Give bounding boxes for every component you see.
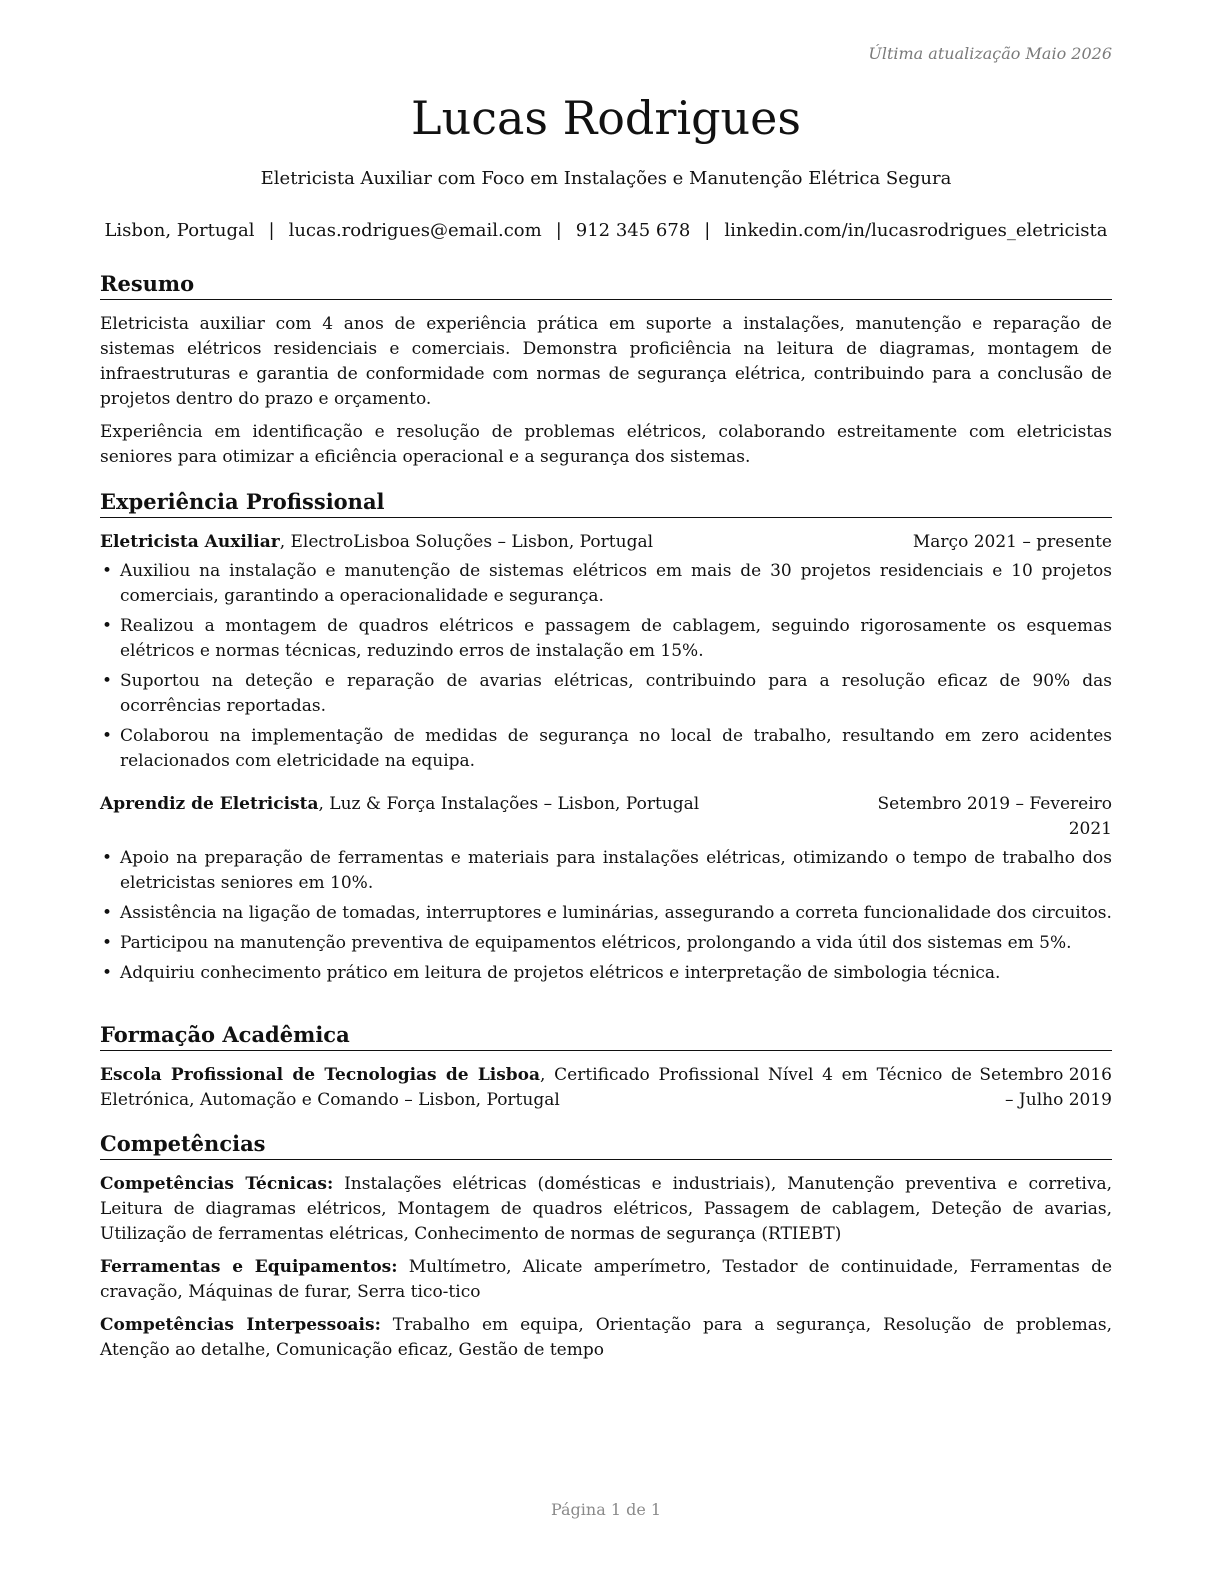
section-heading-education: Formação Acadêmica bbox=[100, 1021, 1112, 1051]
section-heading-experience: Experiência Profissional bbox=[100, 488, 1112, 518]
bullet-icon: • bbox=[102, 671, 113, 691]
section-heading-skills: Competências bbox=[100, 1130, 1112, 1160]
job-company: , ElectroLisboa Soluções – Lisbon, Portugal bbox=[279, 532, 654, 552]
tagline: Eletricista Auxiliar com Foco em Instalações e Manutenção Elétrica Segura bbox=[260, 168, 952, 189]
skill-group-items: Multímetro, Alicate amperímetro, Testador de continuidade, Ferramentas de cravação, Máquinas de furar, Serra tico-tico bbox=[100, 1257, 1113, 1302]
skill-group bbox=[100, 1172, 1112, 1247]
contact-line bbox=[100, 218, 1112, 244]
list-item bbox=[100, 614, 1112, 664]
bullet-text: Assistência na ligação de tomadas, interruptores e luminárias, assegurando a correta funcionalidade dos circuitos. bbox=[120, 903, 1112, 923]
bullet-text: Realizou a montagem de quadros elétricos e passagem de cablagem, seguindo rigorosamente os esquemas elétricos e normas técnicas, reduzindo erros de instalação em 15%. bbox=[120, 616, 1112, 661]
contact-linkedin[interactable]: linkedin.com/in/lucasrodrigues_eletricista bbox=[724, 220, 1108, 241]
bullet-text: Adquiriu conhecimento prático em leitura de projetos elétricos e interpretação de simbologia técnica. bbox=[120, 963, 1001, 983]
contact-separator: | bbox=[555, 220, 562, 241]
bullet-icon: • bbox=[102, 561, 113, 581]
education-detail: , Certificado Profissional Nível 4 em Técnico de Eletrónica, Automação e Comando – Lisbon, Portugal bbox=[100, 1065, 972, 1110]
skill-group-items: Trabalho em equipa, Orientação para a segurança, Resolução de problemas, Atenção ao detalhe, Comunicação eficaz, Gestão de tempo bbox=[100, 1315, 1113, 1360]
skill-group bbox=[100, 1255, 1112, 1305]
list-item bbox=[100, 961, 1112, 986]
list-item bbox=[100, 846, 1112, 896]
bullet-icon: • bbox=[102, 848, 113, 868]
summary-paragraph: Experiência em identificação e resolução de problemas elétricos, colaborando estreitamente com eletricistas seniores para otimizar a eficiência operacional e a segurança dos sistemas. bbox=[100, 422, 1112, 467]
job-header bbox=[100, 530, 1112, 555]
resume-page bbox=[100, 0, 1112, 1584]
job-dates: Setembro 2019 – Fevereiro 2021 bbox=[877, 794, 1112, 839]
contact-phone: 912 345 678 bbox=[575, 220, 691, 241]
job-entry bbox=[100, 530, 1112, 774]
experience-section bbox=[100, 488, 1112, 991]
job-bullets bbox=[100, 846, 1112, 986]
education-school: Escola Profissional de Tecnologias de Lisboa bbox=[100, 1065, 541, 1085]
contact-location: Lisbon, Portugal bbox=[104, 220, 255, 241]
education-section bbox=[100, 1021, 1112, 1113]
job-header bbox=[100, 792, 1112, 842]
bullet-text: Suportou na deteção e reparação de avarias elétricas, contribuindo para a resolução eficaz de 90% das ocorrências reportadas. bbox=[120, 671, 1112, 716]
education-dates: Setembro 2016 – Julho 2019 bbox=[979, 1065, 1112, 1110]
summary-paragraph: Eletricista auxiliar com 4 anos de experiência prática em suporte a instalações, manutenção e reparação de sistemas elétricos residenciais e comerciais. Demonstra proficiência na leitura de diagramas, montagem de infraestruturas e garantia de conformidade com normas de segurança elétrica, contribuindo para a conclusão de projetos dentro do prazo e orçamento. bbox=[100, 314, 1112, 409]
bullet-text: Apoio na preparação de ferramentas e materiais para instalações elétricas, otimizando o tempo de trabalho dos eletricistas seniores em 10%. bbox=[120, 848, 1112, 893]
list-item bbox=[100, 559, 1112, 609]
job-title-line bbox=[100, 530, 913, 555]
education-detail-line bbox=[100, 1063, 972, 1113]
job-bullets bbox=[100, 559, 1112, 774]
list-item bbox=[100, 901, 1112, 926]
job-title-line bbox=[100, 792, 872, 842]
contact-separator: | bbox=[704, 220, 711, 241]
bullet-icon: • bbox=[102, 903, 113, 923]
page-number: Página 1 de 1 bbox=[550, 1500, 662, 1519]
bullet-text: Colaborou na implementação de medidas de segurança no local de trabalho, resultando em zero acidentes relacionados com eletricidade na equipa. bbox=[120, 726, 1112, 771]
section-heading-summary: Resumo bbox=[100, 270, 1112, 300]
list-item bbox=[100, 931, 1112, 956]
bullet-text: Auxiliou na instalação e manutenção de sistemas elétricos em mais de 30 projetos residenciais e 10 projetos comerciais, garantindo a operacionalidade e segurança. bbox=[120, 561, 1112, 606]
skill-group-label: Competências Técnicas: bbox=[100, 1174, 334, 1194]
contact-email[interactable]: lucas.rodrigues@email.com bbox=[288, 220, 542, 241]
job-company: , Luz & Força Instalações – Lisbon, Portugal bbox=[318, 794, 700, 814]
skill-group-label: Competências Interpessoais: bbox=[100, 1315, 381, 1335]
last-updated: Última atualização Maio 2026 bbox=[868, 44, 1112, 63]
job-title: Eletricista Auxiliar bbox=[100, 532, 280, 552]
contact-separator: | bbox=[268, 220, 275, 241]
skill-group-items: Instalações elétricas (domésticas e industriais), Manutenção preventiva e corretiva, Leitura de diagramas elétricos, Montagem de quadros elétricos, Passagem de cablagem, Deteção de avarias, Utilização de ferramentas elétricas, Conhecimento de normas de segurança (RTIEBT) bbox=[100, 1174, 1112, 1244]
skills-section bbox=[100, 1130, 1112, 1371]
job-entry bbox=[100, 792, 1112, 986]
bullet-icon: • bbox=[102, 616, 113, 636]
list-item bbox=[100, 669, 1112, 719]
candidate-name: Lucas Rodrigues bbox=[411, 91, 801, 145]
bullet-icon: • bbox=[102, 726, 113, 746]
bullet-icon: • bbox=[102, 933, 113, 953]
bullet-icon: • bbox=[102, 963, 113, 983]
job-title: Aprendiz de Eletricista bbox=[100, 794, 319, 814]
skill-group-label: Ferramentas e Equipamentos: bbox=[100, 1257, 398, 1277]
education-entry bbox=[100, 1063, 1112, 1113]
skill-group bbox=[100, 1313, 1112, 1363]
summary-section bbox=[100, 270, 1112, 478]
list-item bbox=[100, 724, 1112, 774]
bullet-text: Participou na manutenção preventiva de equipamentos elétricos, prolongando a vida útil dos sistemas em 5%. bbox=[120, 933, 1072, 953]
job-dates: Março 2021 – presente bbox=[912, 532, 1112, 552]
